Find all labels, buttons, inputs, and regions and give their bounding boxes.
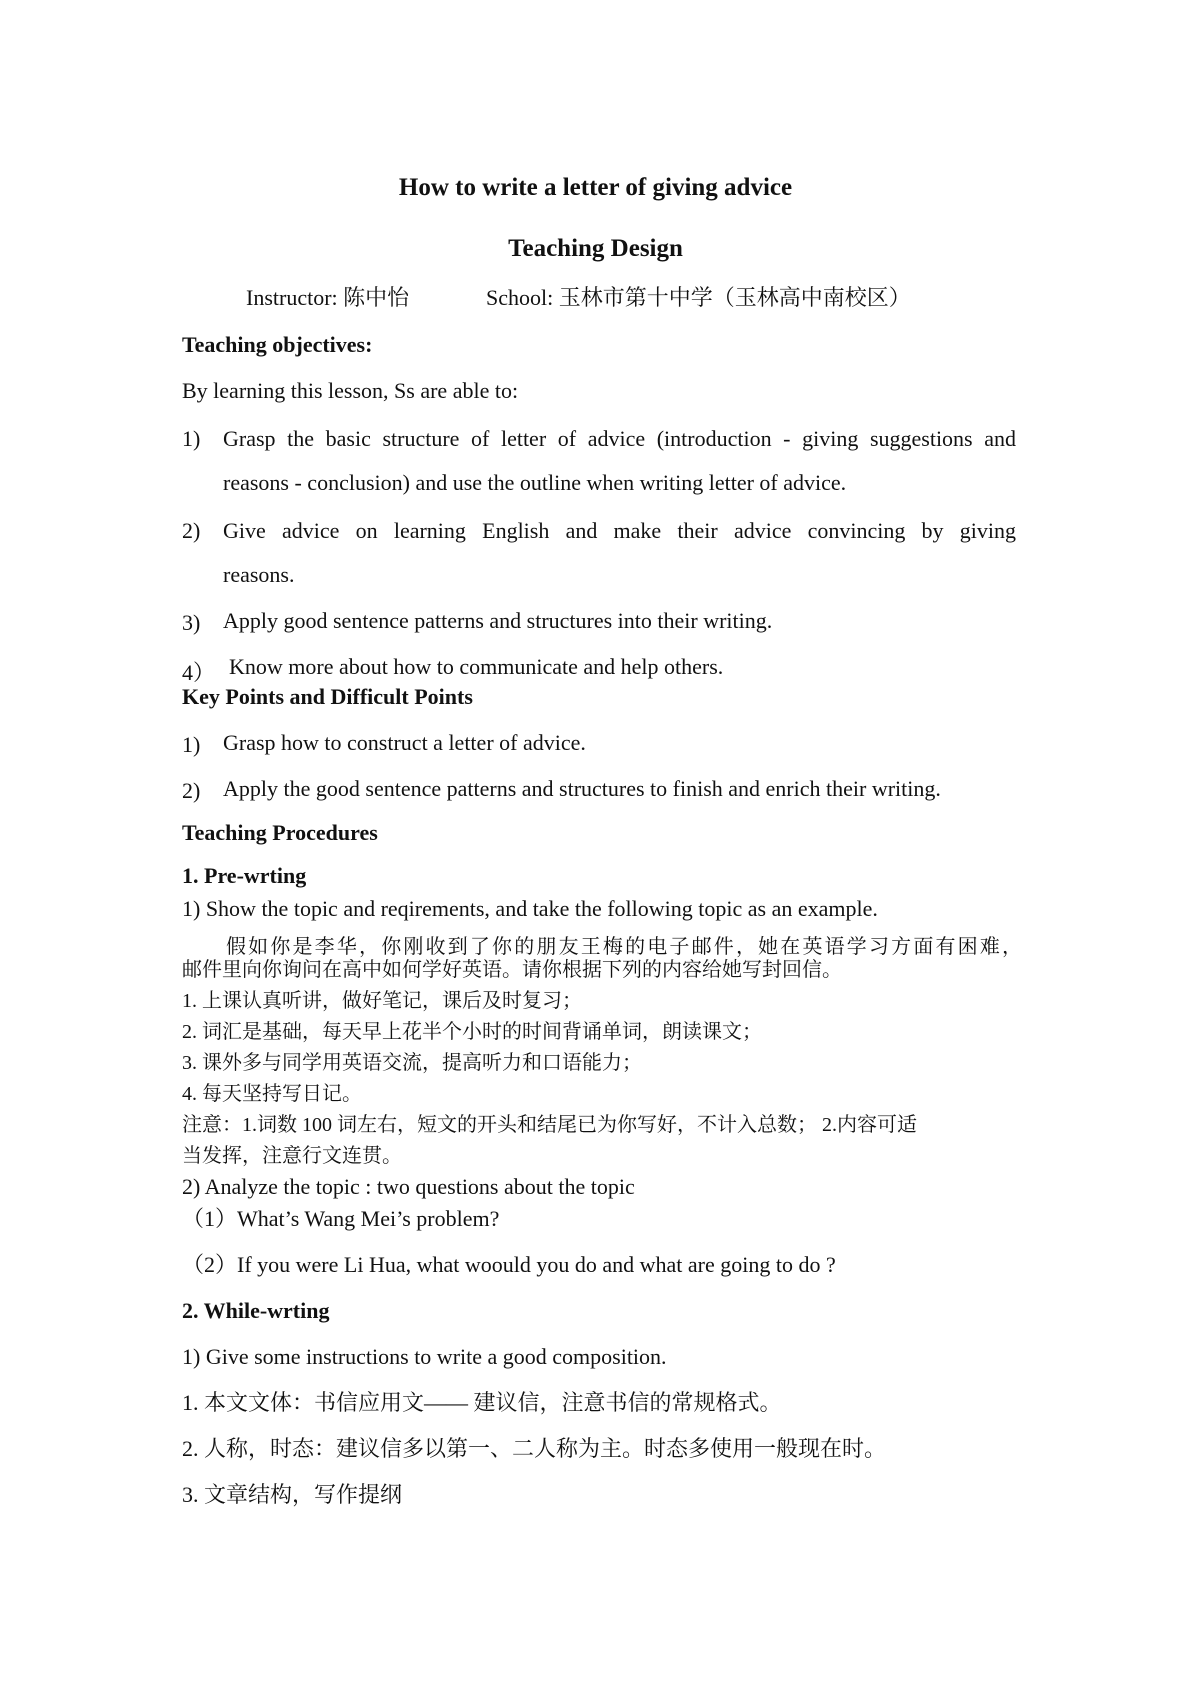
- objective-text-line: reasons - conclusion) and use the outline when writing letter of advice.: [223, 470, 847, 495]
- document-title: How to write a letter of giving advice: [398, 174, 793, 201]
- objective-number: 2): [182, 518, 201, 543]
- topic-point: 1. 上课认真听讲，做好笔记，课后及时复习；: [182, 990, 582, 1012]
- objective-text-line: Know more about how to communicate and help others.: [229, 654, 724, 679]
- objective-text-line: Give advice on learning English and make their advice convincing by giving: [223, 518, 1016, 543]
- key-point-number: 2): [182, 778, 201, 803]
- objective-text-line: Apply good sentence patterns and structures into their writing.: [223, 608, 773, 633]
- while-writing-step: 1) Give some instructions to write a good composition.: [182, 1344, 667, 1369]
- objectives-heading: Teaching objectives:: [182, 332, 373, 357]
- analysis-question: （2）If you were Li Hua, what woould you do and what are going to do ?: [182, 1252, 836, 1277]
- procedures-heading: Teaching Procedures: [182, 820, 378, 845]
- school-line: School: 玉林市第十中学（玉林高中南校区）: [486, 285, 911, 310]
- objectives-intro: By learning this lesson, Ss are able to:: [182, 378, 519, 403]
- objective-text-line: reasons.: [223, 562, 295, 587]
- key-point-number: 1): [182, 732, 201, 757]
- note-line: 当发挥，注意行文连贯。: [182, 1145, 402, 1167]
- pre-writing-step: 1) Show the topic and reqirements, and take the following topic as an example.: [182, 896, 878, 921]
- topic-point: 4. 每天坚持写日记。: [182, 1083, 362, 1105]
- pre-writing-step: 2) Analyze the topic : two questions about the topic: [182, 1174, 635, 1199]
- objective-number: 4）: [182, 660, 216, 685]
- instructor-line: Instructor: 陈中怡: [246, 285, 410, 310]
- instruction-item: 3. 文章结构，写作提纲: [182, 1482, 403, 1507]
- objective-number: 1): [182, 426, 201, 451]
- topic-text-line: 邮件里向你询问在高中如何学好英语。请你根据下列的内容给她写封回信。: [182, 959, 842, 981]
- key-points-heading: Key Points and Difficult Points: [182, 684, 473, 709]
- objective-text-line: Grasp the basic structure of letter of advice (introduction - giving suggestions and: [223, 426, 1016, 451]
- analysis-question: （1）What’s Wang Mei’s problem?: [182, 1206, 500, 1231]
- topic-point: 2. 词汇是基础，每天早上花半个小时的时间背诵单词，朗读课文；: [182, 1021, 762, 1043]
- instruction-item: 1. 本文文体：书信应用文—— 建议信，注意书信的常规格式。: [182, 1390, 782, 1415]
- key-point-text: Apply the good sentence patterns and structures to finish and enrich their writing.: [223, 776, 941, 801]
- topic-point: 3. 课外多与同学用英语交流，提高听力和口语能力；: [182, 1052, 642, 1074]
- key-point-text: Grasp how to construct a letter of advice.: [223, 730, 586, 755]
- document-subtitle: Teaching Design: [508, 235, 683, 262]
- while-writing-heading: 2. While-wrting: [182, 1298, 330, 1323]
- objective-number: 3): [182, 610, 201, 635]
- pre-writing-heading: 1. Pre-wrting: [182, 863, 307, 888]
- instruction-item: 2. 人称，时态：建议信多以第一、二人称为主。时态多使用一般现在时。: [182, 1436, 887, 1461]
- note-line: 注意：1.词数 100 词左右，短文的开头和结尾已为你写好，不计入总数； 2.内容可适: [182, 1114, 917, 1136]
- topic-text-line: 假如你是李华，你刚收到了你的朋友王梅的电子邮件，她在英语学习方面有困难，: [226, 936, 1022, 958]
